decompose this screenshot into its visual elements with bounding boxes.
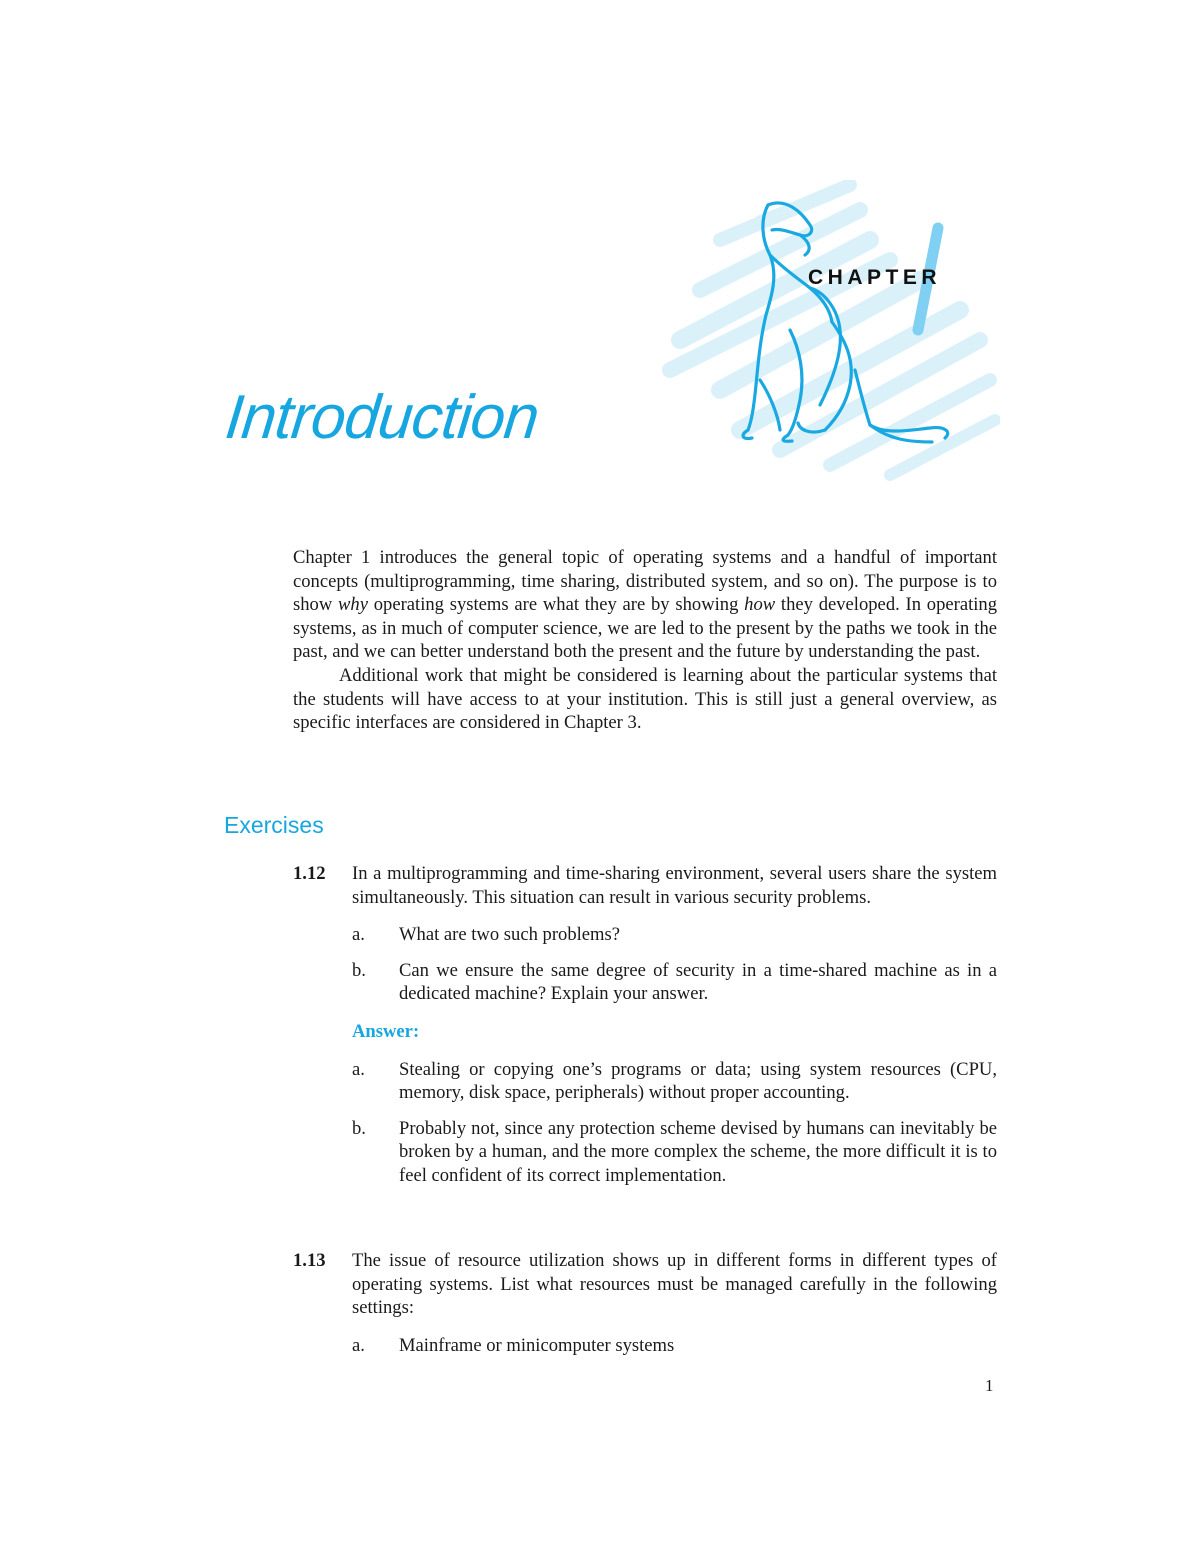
exercise-1-12 (293, 862, 997, 1188)
intro-p1-part-c: they developed. In operating systems, as in much of computer science, we are led to the present by the paths we took in the past, and we can better understand both the present and the future by understanding the past. (293, 594, 997, 663)
answer-b (352, 1117, 997, 1188)
intro-p1-part-b: operating systems are what they are by showing (367, 594, 745, 616)
answer-label: Answer: (352, 1020, 420, 1042)
question-label: a. (352, 1334, 365, 1356)
intro-paragraph-2: Additional work that might be considered is learning about the particular systems that the students will have access to at your institution. This is still just a general overview, as specific interfaces are considered in Chapter 3. (293, 664, 997, 734)
chapter-introduction (293, 546, 997, 735)
question-a (352, 923, 997, 947)
answer-text: Probably not, since any protection scheme devised by humans can inevitably be broken by a human, and the more complex the scheme, the more difficult it is to feel confident of its correct implementation. (399, 1117, 997, 1186)
question-label: a. (352, 924, 365, 946)
question-text: Can we ensure the same degree of security in a time-shared machine as in a dedicated machine? Explain your answer. (399, 959, 997, 1005)
exercise-1-13 (293, 1249, 997, 1357)
intro-emphasis-how: how (744, 594, 776, 616)
question-text: Mainframe or minicomputer systems (399, 1334, 675, 1356)
exercise-statement: In a multiprogramming and time-sharing environment, several users share the system simultaneously. This situation can result in various security problems. (352, 863, 997, 908)
answer-item-label: a. (352, 1058, 365, 1080)
intro-paragraph-1 (293, 546, 997, 664)
answer-item-label: b. (352, 1117, 366, 1139)
chapter-title: Introduction (222, 383, 542, 452)
page-number: 1 (985, 1376, 994, 1395)
intro-emphasis-why: why (338, 594, 368, 616)
exercise-number: 1.12 (293, 863, 326, 884)
chapter-dog-illustration (660, 180, 1000, 485)
answer-text: Stealing or copying one’s programs or data; using system resources (CPU, memory, disk space, peripherals) without proper accounting. (399, 1058, 997, 1104)
exercise-statement: The issue of resource utilization shows up in different forms in different types of operating systems. List what resources must be managed carefully in the following settings: (352, 1250, 997, 1319)
intro-p1-part-a: Chapter 1 introduces the general topic of operating systems and a handful of important concepts (multiprogramming, time sharing, distributed system, and so on). The purpose is to show (293, 547, 997, 616)
question-label: b. (352, 959, 366, 981)
question-text: What are two such problems? (399, 924, 620, 946)
question-b (352, 959, 997, 1006)
exercises-heading: Exercises (224, 812, 324, 838)
question-a (352, 1334, 997, 1358)
exercise-number: 1.13 (293, 1250, 326, 1271)
chapter-label: CHAPTER (808, 266, 942, 289)
answer-a (352, 1058, 997, 1105)
